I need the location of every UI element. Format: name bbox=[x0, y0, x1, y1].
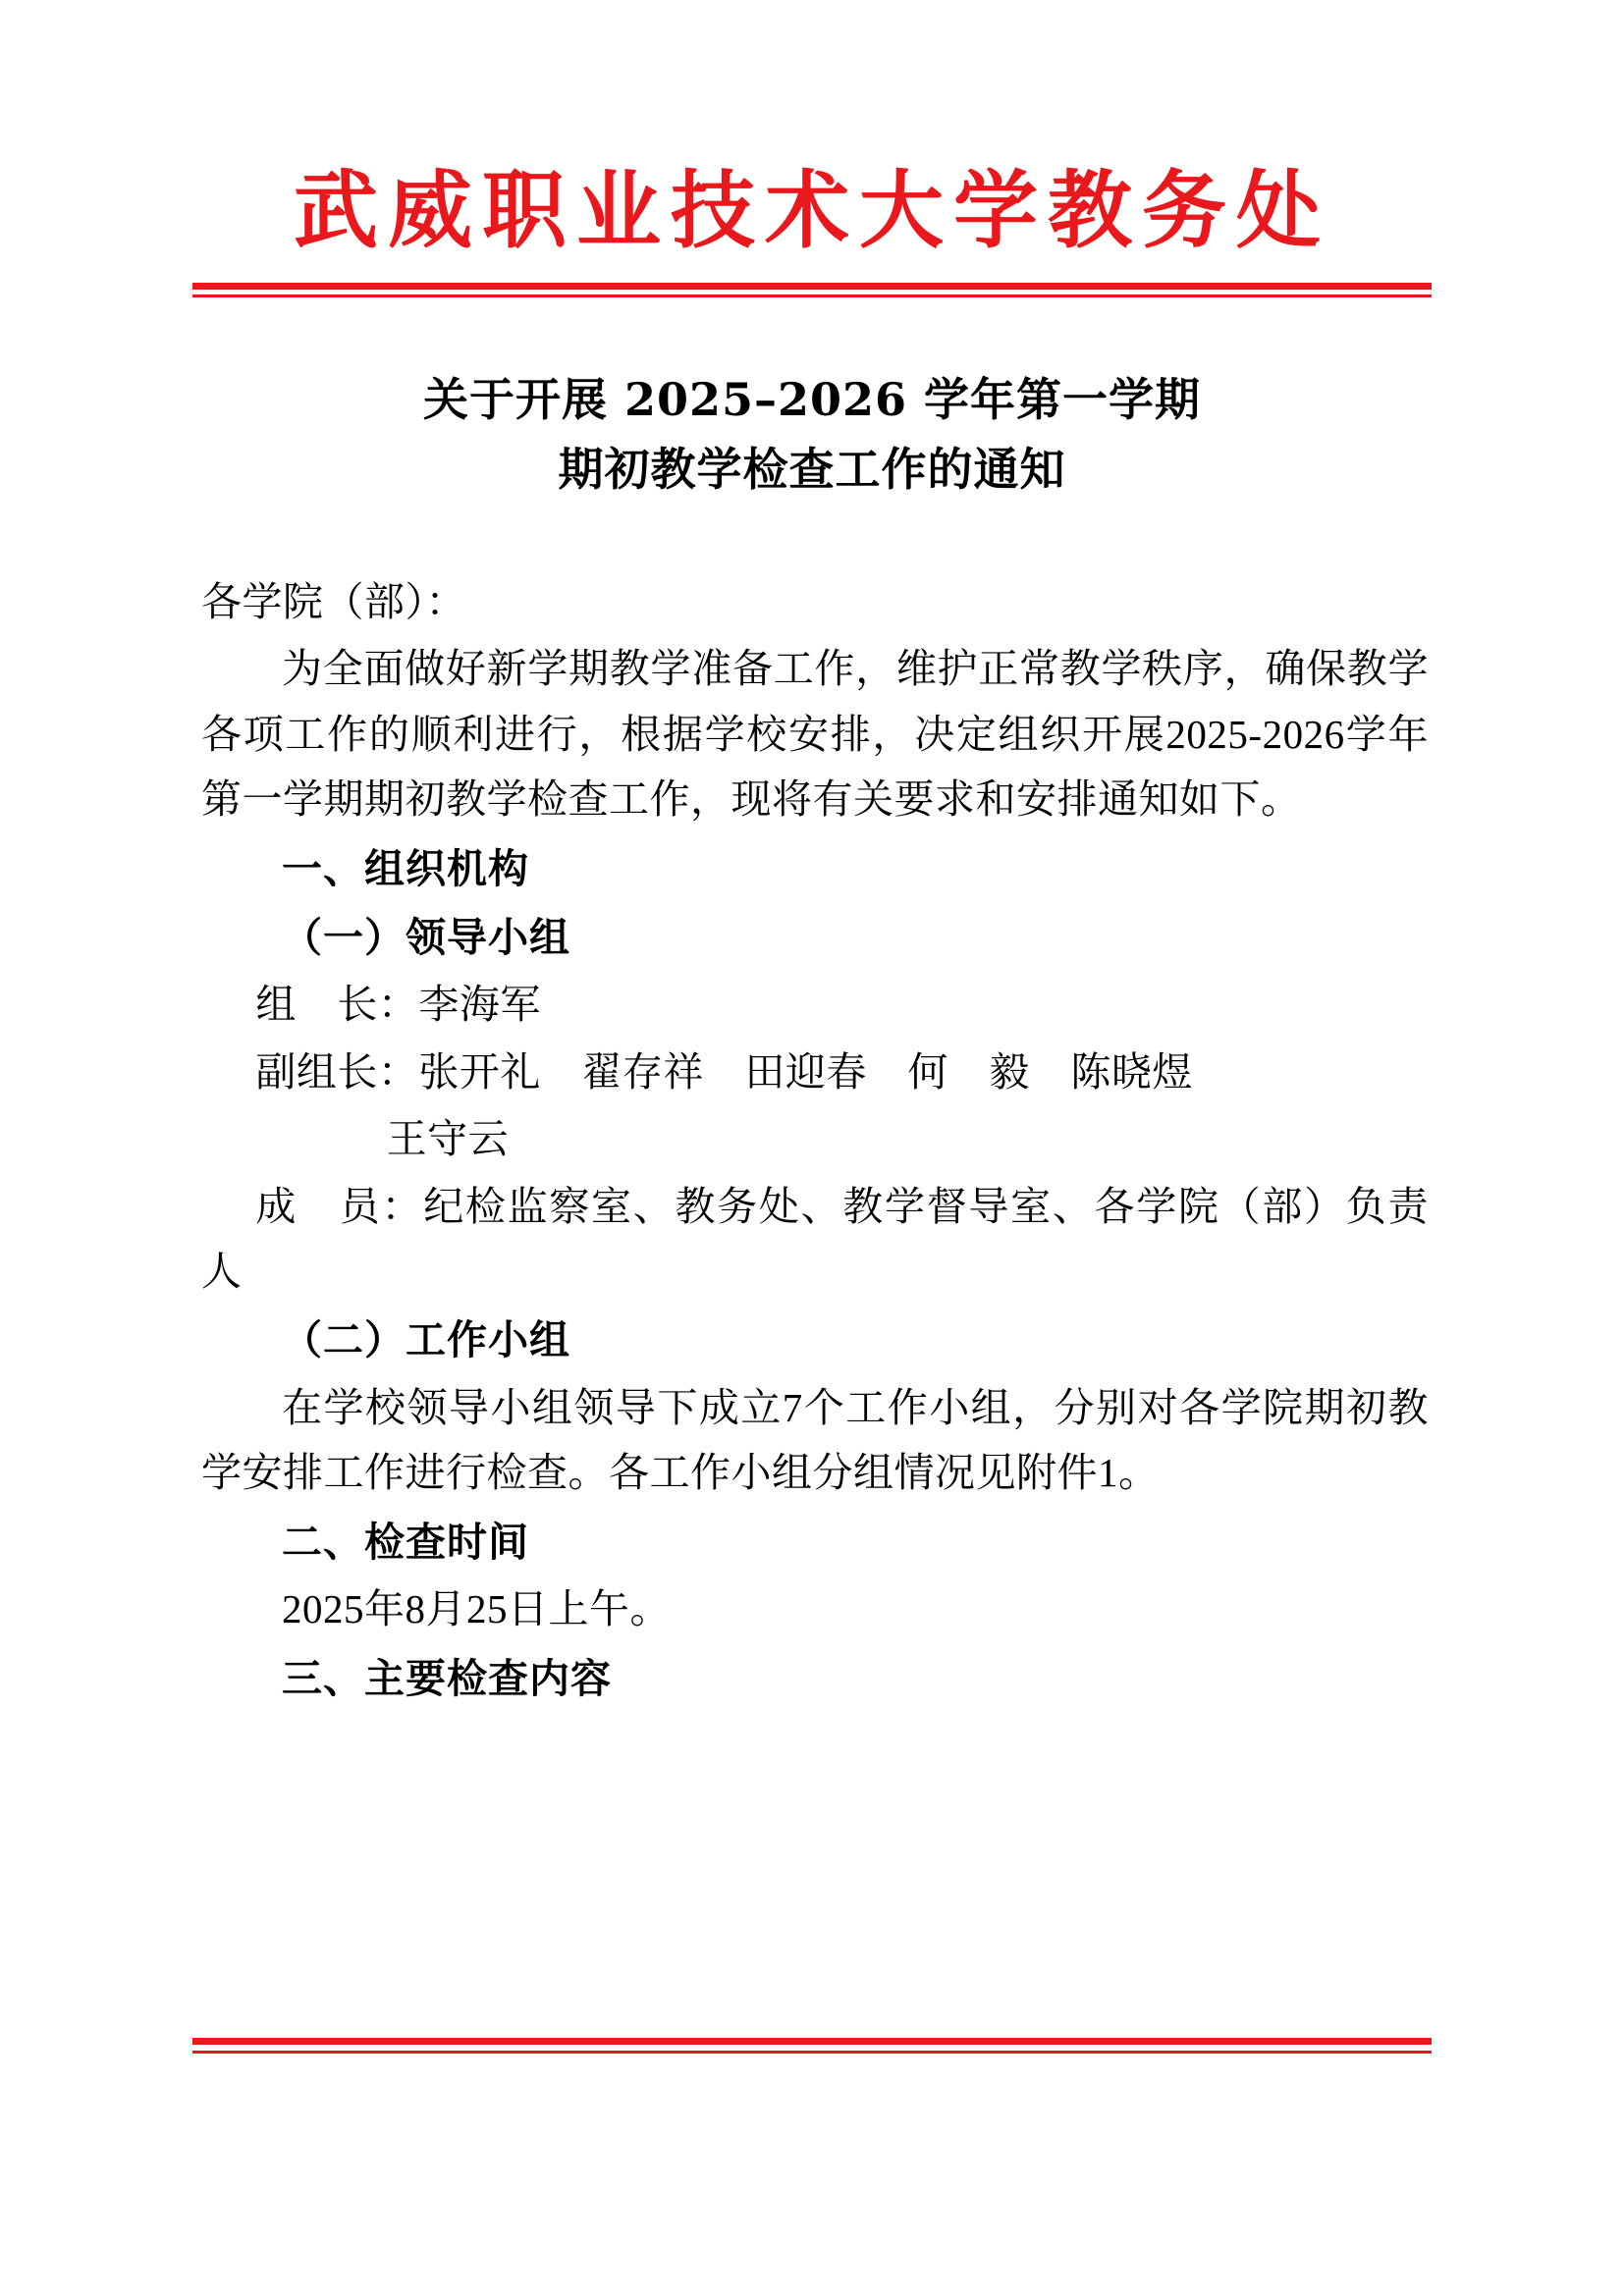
document-title-line-1: 关于开展 2025–2026 学年第一学期 bbox=[422, 373, 1202, 426]
footer-rule-thin bbox=[192, 2051, 1432, 2054]
section-1-sub-1-heading: （一）领导小组 bbox=[282, 914, 570, 962]
salutation: 各学院（部）： bbox=[201, 579, 466, 624]
deputy-row bbox=[201, 1040, 1429, 1104]
footer-rules bbox=[192, 2038, 1432, 2054]
document-title bbox=[192, 365, 1432, 506]
deputy-label: 副组长： bbox=[255, 1048, 419, 1095]
footer-rule-thick bbox=[192, 2038, 1432, 2045]
leader-name: 李海军 bbox=[418, 982, 541, 1028]
members-label: 成 员： bbox=[255, 1183, 424, 1229]
intro-paragraph: 为全面做好新学期教学准备工作，维护正常教学秩序，确保教学各项工作的顺利进行，根据学校安排，决定组织开展2025-2026学年第一学期期初教学检查工作，现将有关要求和安排通知如下。 bbox=[201, 646, 1429, 823]
section-1-heading: 一、组织机构 bbox=[282, 844, 529, 892]
section-3-heading: 三、主要检查内容 bbox=[282, 1654, 612, 1702]
deputy-names: 张开礼 翟存祥 田迎春 何 毅 陈晓煜 bbox=[418, 1048, 1193, 1095]
letterhead-rule-thin bbox=[192, 294, 1432, 297]
members-row bbox=[201, 1174, 1429, 1305]
members-text: 纪检监察室、教务处、教学督导室、各学院（部）负责人 bbox=[201, 1183, 1430, 1295]
letterhead-organization: 武威职业技术大学教务处 bbox=[294, 161, 1330, 260]
leader-label: 组 长： bbox=[255, 982, 419, 1028]
letterhead-rule-thick bbox=[192, 283, 1432, 290]
section-2-heading: 二、检查时间 bbox=[282, 1518, 529, 1566]
section-1-sub-2-heading: （二）工作小组 bbox=[282, 1316, 570, 1364]
section-1-sub-2-text: 在学校领导小组领导下成立7个工作小组，分别对各学院期初教学安排工作进行检查。各工作小组分组情况见附件1。 bbox=[201, 1384, 1429, 1496]
deputy-row-continued: 王守云 bbox=[386, 1116, 510, 1162]
section-2-text: 2025年8月25日上午。 bbox=[282, 1586, 671, 1632]
document-title-line-2: 期初教学检查工作的通知 bbox=[558, 443, 1066, 497]
leader-row bbox=[201, 972, 1429, 1037]
document-body bbox=[201, 569, 1429, 1713]
letterhead bbox=[192, 161, 1432, 297]
